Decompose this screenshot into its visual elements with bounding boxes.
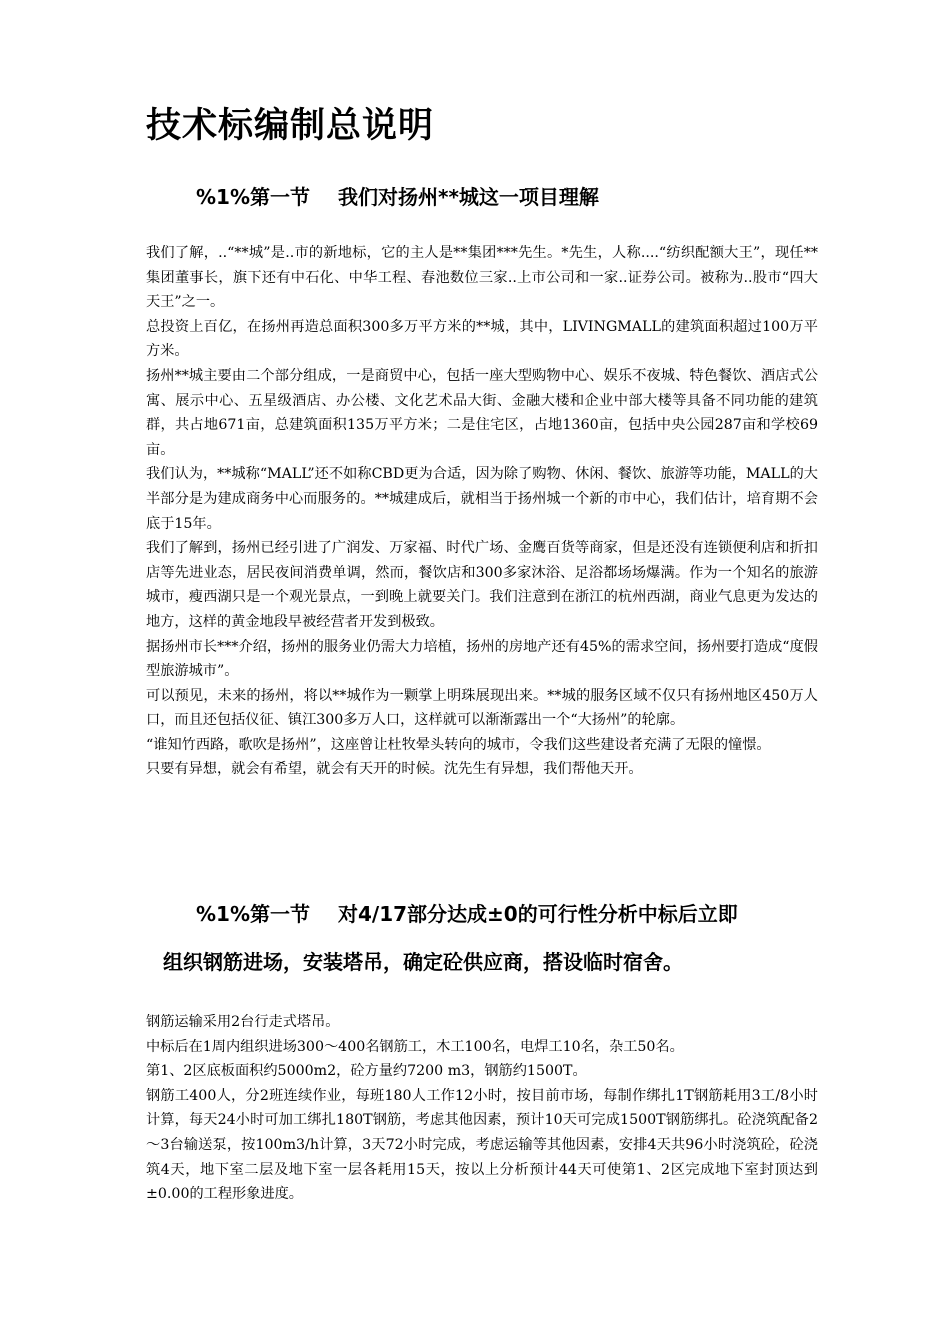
document-title: 技术标编制总说明 bbox=[146, 106, 435, 146]
paragraph: 只要有异想，就会有希望，就会有天开的时候。沈先生有异想，我们帮他天开。 bbox=[146, 761, 643, 778]
paragraph: 我们了解，..“**城”是..市的新地标，它的主人是**集团***先生。*先生，人称....“纺织配额大王”，现任**集团董事长，旗下还有中石化、中华工程、春池数位三家..上市公司和一家..证券公司。被称为..股市“四大天王”之一。 bbox=[146, 245, 818, 311]
section-2-title-line-2: 组织钢筋进场，安装塔吊，确定砼供应商，搭设临时宿舍。 bbox=[163, 950, 683, 974]
paragraph: 扬州**城主要由二个部分组成，一是商贸中心，包括一座大型购物中心、娱乐不夜城、特色餐饮、酒店式公寓、展示中心、五星级酒店、办公楼、文化艺术品大街、金融大楼和企业中部大楼等具备不同功能的建筑群，共占地671亩，总建筑面积135万平方米；二是住宅区，占地1360亩，包括中央公园287亩和学校69亩。 bbox=[146, 367, 818, 458]
paragraph: 据扬州市长***介绍，扬州的服务业仍需大力培植，扬州的房地产还有45%的需求空间，扬州要打造成“度假型旅游城市”。 bbox=[146, 638, 818, 680]
paragraph: 可以预见，未来的扬州，将以**城作为一颗掌上明珠展现出来。**城的服务区域不仅只有扬州地区450万人口，而且还包括仪征、镇江300多万人口，这样就可以渐渐露出一个“大扬州”的轮廓。 bbox=[146, 687, 818, 729]
paragraph: 总投资上百亿，在扬州再造总面积300多万平方米的**城，其中，LIVINGMALL的建筑面积超过100万平方米。 bbox=[146, 318, 818, 360]
section-2-body bbox=[146, 1010, 818, 1207]
paragraph: 钢筋运输采用2台行走式塔吊。 bbox=[146, 1014, 340, 1030]
paragraph: 我们了解到，扬州已经引进了广润发、万家福、时代广场、金鹰百货等商家，但是还没有连锁便利店和折扣店等先进业态，居民夜间消费单调，然而，餐饮店和300多家沐浴、足浴都场场爆满。作为一个知名的旅游城市，瘦西湖只是一个观光景点，一到晚上就要关门。我们注意到在浙江的杭州西湖，商业气息更为发达的地方，这样的黄金地段早被经营者开发到极致。 bbox=[146, 540, 818, 630]
section-1-body bbox=[146, 241, 818, 782]
section-1-number: %1%第一节 bbox=[196, 185, 310, 209]
section-2-heading bbox=[196, 899, 738, 929]
paragraph: 第1、2区底板面积约5000m2，砼方量约7200 m3，钢筋约1500T。 bbox=[146, 1063, 587, 1080]
paragraph: 我们认为，**城称“MALL”还不如称CBD更为合适，因为除了购物、休闲、餐饮、旅游等功能，MALL的大半部分是为建成商务中心而服务的。**城建成后，就相当于扬州城一个新的市中心，我们估计，培育期不会底于15年。 bbox=[146, 466, 818, 532]
paragraph: “谁知竹西路，歌吹是扬州”，这座曾让杜牧晕头转向的城市，令我们这些建设者充满了无限的憧憬。 bbox=[146, 736, 771, 753]
paragraph: 钢筋工400人，分2班连续作业，每班180人工作12小时，按目前市场，每制作绑扎1T钢筋耗用3工/8小时计算，每天24小时可加工绑扎180T钢筋，考虑其他因素，预计10天可完成1500T钢筋绑扎。砼浇筑配备2～3台输送泵，按100m3/h计算，3天72小时完成，考虑运输等其他因素，安排4天共96小时浇筑砼，砼浇筑4天，地下室二层及地下室一层各耗用15天，按以上分析预计44天可使第1、2区完成地下室封顶达到±0.00的工程形象进度。 bbox=[146, 1087, 818, 1203]
section-2-title-line-1: 对4/17部分达成±0的可行性分析中标后立即 bbox=[338, 902, 738, 926]
section-1-heading bbox=[196, 182, 599, 212]
section-2-number: %1%第一节 bbox=[196, 902, 310, 926]
paragraph: 中标后在1周内组织进场300～400名钢筋工，木工100名，电焊工10名，杂工50名。 bbox=[146, 1038, 684, 1055]
section-1-title: 我们对扬州**城这一项目理解 bbox=[338, 185, 599, 209]
